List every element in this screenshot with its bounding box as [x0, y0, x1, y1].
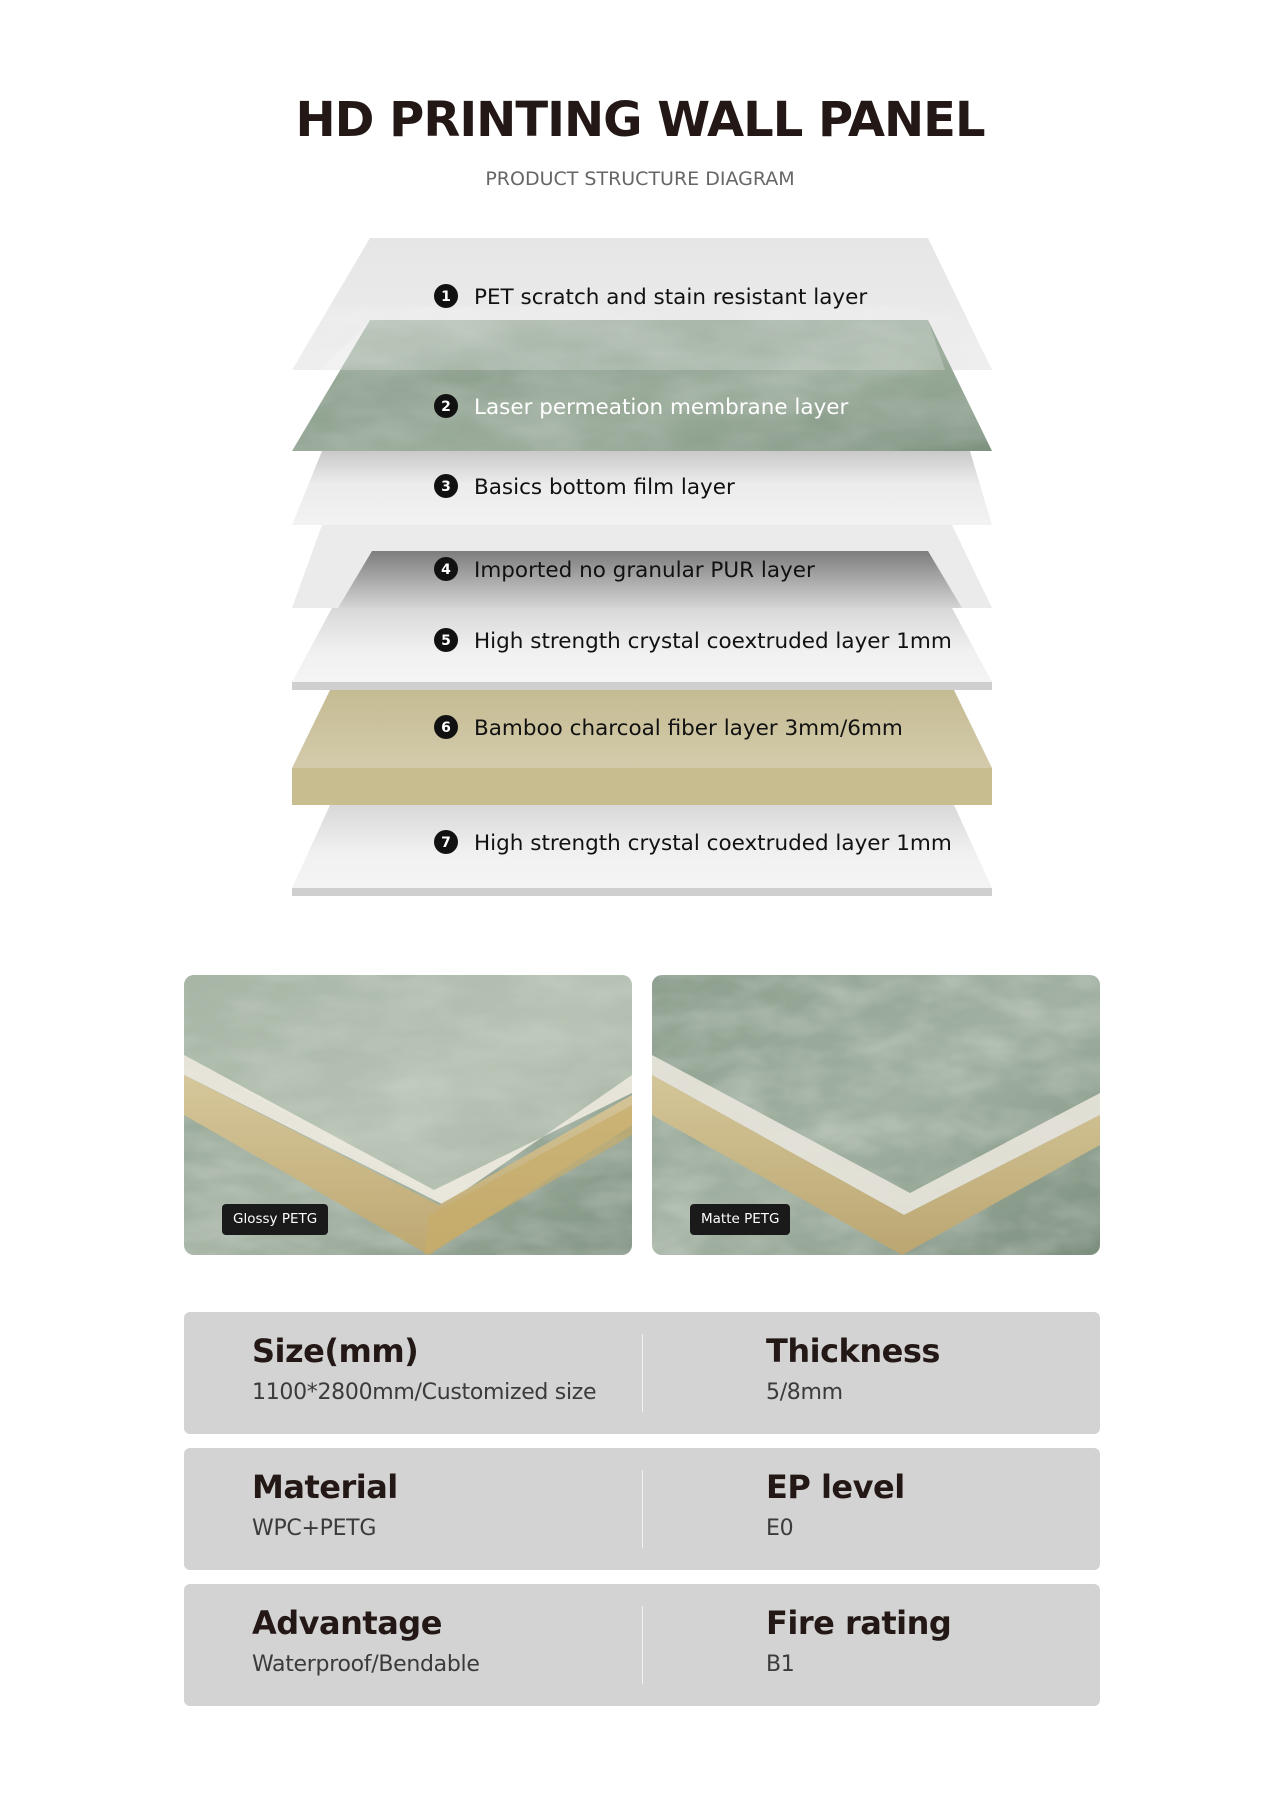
spec-value: WPC+PETG	[252, 1516, 377, 1541]
layer-3-label: Basics bottom film layer	[474, 475, 735, 500]
spec-heading: Material	[252, 1468, 398, 1506]
spec-size	[252, 1332, 596, 1405]
spec-row-2	[184, 1448, 1100, 1570]
sample-label-matte: Matte PETG	[690, 1204, 790, 1235]
sample-label-glossy: Glossy PETG	[222, 1204, 328, 1235]
spec-divider	[642, 1606, 643, 1684]
spec-value: 1100*2800mm/Customized size	[252, 1380, 597, 1405]
layer-7-number: 7	[441, 835, 451, 851]
page-title: HD PRINTING WALL PANEL	[295, 92, 985, 148]
sample-glossy	[184, 975, 632, 1255]
spec-value: B1	[766, 1652, 795, 1677]
sample-matte	[652, 975, 1100, 1255]
layer-1-number: 1	[441, 289, 451, 305]
layer-3-number: 3	[441, 479, 451, 495]
layer-2-number: 2	[441, 399, 451, 415]
layer-6-label: Bamboo charcoal fiber layer 3mm/6mm	[474, 716, 903, 741]
layer-5-number: 5	[441, 633, 451, 649]
layer-2-label: Laser permeation membrane layer	[474, 395, 849, 420]
spec-material	[252, 1468, 398, 1541]
spec-heading: Size(mm)	[252, 1332, 419, 1370]
spec-value: 5/8mm	[766, 1380, 843, 1405]
layer-4-number: 4	[441, 562, 451, 578]
spec-heading: EP level	[766, 1468, 905, 1506]
spec-heading: Thickness	[766, 1332, 940, 1370]
spec-value: E0	[766, 1516, 794, 1541]
spec-advantage	[252, 1604, 480, 1677]
spec-heading: Advantage	[252, 1604, 442, 1642]
spec-ep-level	[766, 1468, 905, 1541]
page-subtitle: PRODUCT STRUCTURE DIAGRAM	[485, 168, 795, 190]
spec-row-3	[184, 1584, 1100, 1706]
layer-1-label: PET scratch and stain resistant layer	[474, 285, 868, 310]
layer-4-label: Imported no granular PUR layer	[474, 558, 815, 583]
spec-value: Waterproof/Bendable	[252, 1652, 480, 1677]
spec-heading: Fire rating	[766, 1604, 952, 1642]
spec-row-1	[184, 1312, 1100, 1434]
spec-divider	[642, 1334, 643, 1412]
spec-divider	[642, 1470, 643, 1548]
layer-7-label: High strength crystal coextruded layer 1mm	[474, 831, 952, 856]
spec-thickness	[766, 1332, 940, 1405]
layer-5-label: High strength crystal coextruded layer 1mm	[474, 629, 952, 654]
spec-fire-rating	[766, 1604, 951, 1677]
layer-6-number: 6	[441, 720, 451, 736]
